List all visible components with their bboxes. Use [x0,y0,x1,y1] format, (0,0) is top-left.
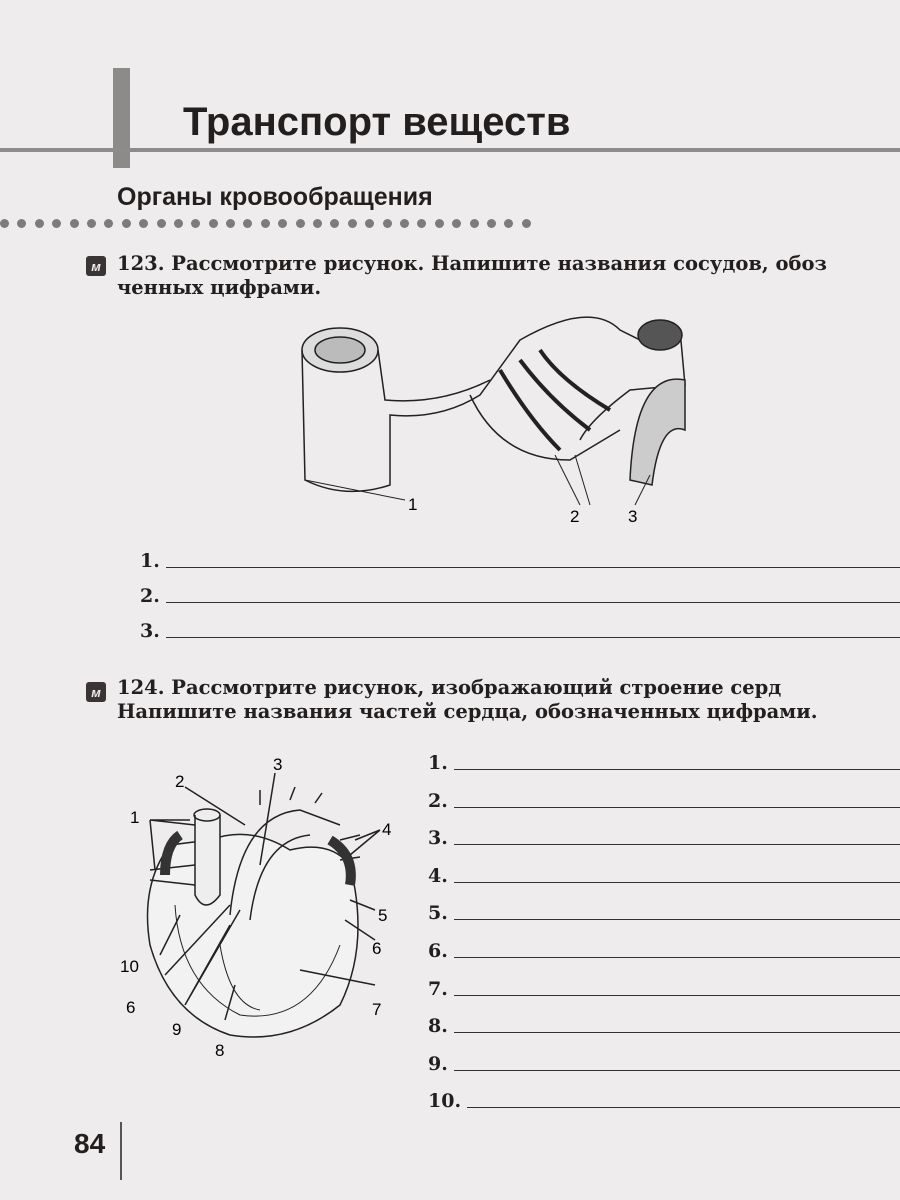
divider-dot [296,219,305,228]
divider-dot [122,219,131,228]
answer-number: 6. [428,940,448,962]
answer-blank[interactable] [454,768,900,770]
answer-line[interactable] [140,585,900,607]
header-accent-bar [113,68,130,168]
answer-number: 3. [428,827,448,850]
divider-dot [0,219,9,228]
divider-dot [191,219,200,228]
divider-dot [383,219,392,228]
page-number: 84 [74,1128,106,1159]
divider-dot [504,219,513,228]
figure-label: 3 [628,507,638,526]
divider-dot [104,219,113,228]
figure-label: 8 [215,1041,225,1060]
divider-dot [17,219,26,228]
answer-line[interactable] [428,1090,900,1112]
figure-label: 6 [372,939,382,958]
answer-blank[interactable] [454,1031,900,1033]
task-text-line: 124. Рассмотрите рисунок, изображающий строение серд [117,676,782,699]
divider-dot [348,219,357,228]
answer-blank[interactable] [454,881,900,883]
answer-number: 2. [140,585,160,607]
answer-line[interactable] [428,827,900,849]
answer-line[interactable] [140,620,900,642]
figure-label: 5 [378,906,388,925]
answer-number: 1. [140,550,160,572]
task-text-line: ченных цифрами. [117,276,322,299]
answer-blank[interactable] [166,636,900,638]
answer-line[interactable] [140,550,900,572]
figure-label: 3 [273,755,283,774]
divider-dot [157,219,166,228]
answer-number: 4. [428,864,448,887]
divider-dot [209,219,218,228]
answer-blank[interactable] [454,956,900,958]
heart-structure-figure [110,745,410,1065]
answer-line[interactable] [428,790,900,812]
answer-line[interactable] [428,1053,900,1075]
page-number-rule [120,1122,122,1180]
answer-blank[interactable] [166,601,900,603]
divider-dot [70,219,79,228]
answer-number: 7. [428,977,448,1000]
header-rule [0,148,900,152]
answer-line[interactable] [428,902,900,924]
answer-blank[interactable] [454,843,900,845]
task-text-line: Напишите названия частей сердца, обозначенных цифрами. [117,700,818,723]
divider-dot [452,219,461,228]
answer-number: 9. [428,1052,448,1075]
task-marker-icon: м [86,682,106,702]
divider-dot [313,219,322,228]
answer-number: 2. [428,789,448,812]
divider-dot [35,219,44,228]
divider-dot [522,219,531,228]
figure-label: 4 [382,820,392,839]
task-124-text [117,676,818,724]
section-title: Органы кровообращения [117,183,433,211]
divider-dot [365,219,374,228]
divider-dot [278,219,287,228]
divider-dot [470,219,479,228]
answer-blank[interactable] [454,806,900,808]
divider-dot [174,219,183,228]
task-123-text [117,252,827,300]
figure-label: 9 [172,1020,182,1039]
answer-blank[interactable] [454,918,900,920]
answer-number: 10. [428,1090,462,1113]
figure-label: 10 [120,957,139,976]
divider-dot [87,219,96,228]
blood-vessels-figure [290,310,690,530]
figure-label: 2 [175,772,185,791]
task-text-line: 123. Рассмотрите рисунок. Напишите названия сосудов, обоз [117,252,827,275]
figure-label: 1 [130,808,140,827]
answer-number: 3. [140,620,160,642]
answer-blank[interactable] [467,1106,900,1108]
page-title: Транспорт веществ [183,100,571,144]
divider-dot [487,219,496,228]
divider-dot [52,219,61,228]
divider-dot [400,219,409,228]
answer-number: 1. [428,752,448,774]
divider-dot [435,219,444,228]
divider-dot [243,219,252,228]
answer-number: 8. [428,1015,448,1038]
divider-dot [139,219,148,228]
answer-line[interactable] [428,1015,900,1037]
dotted-divider [0,219,531,228]
answer-line[interactable] [428,940,900,962]
answer-blank[interactable] [454,994,900,996]
answer-line[interactable] [428,978,900,1000]
divider-dot [417,219,426,228]
figure-label: 6 [126,998,136,1017]
task-marker-icon: м [86,256,106,276]
divider-dot [330,219,339,228]
figure-label: 2 [570,507,580,526]
divider-dot [226,219,235,228]
answer-line[interactable] [428,865,900,887]
divider-dot [261,219,270,228]
answer-number: 5. [428,902,448,925]
figure-label: 7 [372,1000,382,1019]
answer-line[interactable] [428,752,900,774]
answer-blank[interactable] [166,566,900,568]
answer-blank[interactable] [454,1069,900,1071]
figure-label: 1 [408,495,418,514]
